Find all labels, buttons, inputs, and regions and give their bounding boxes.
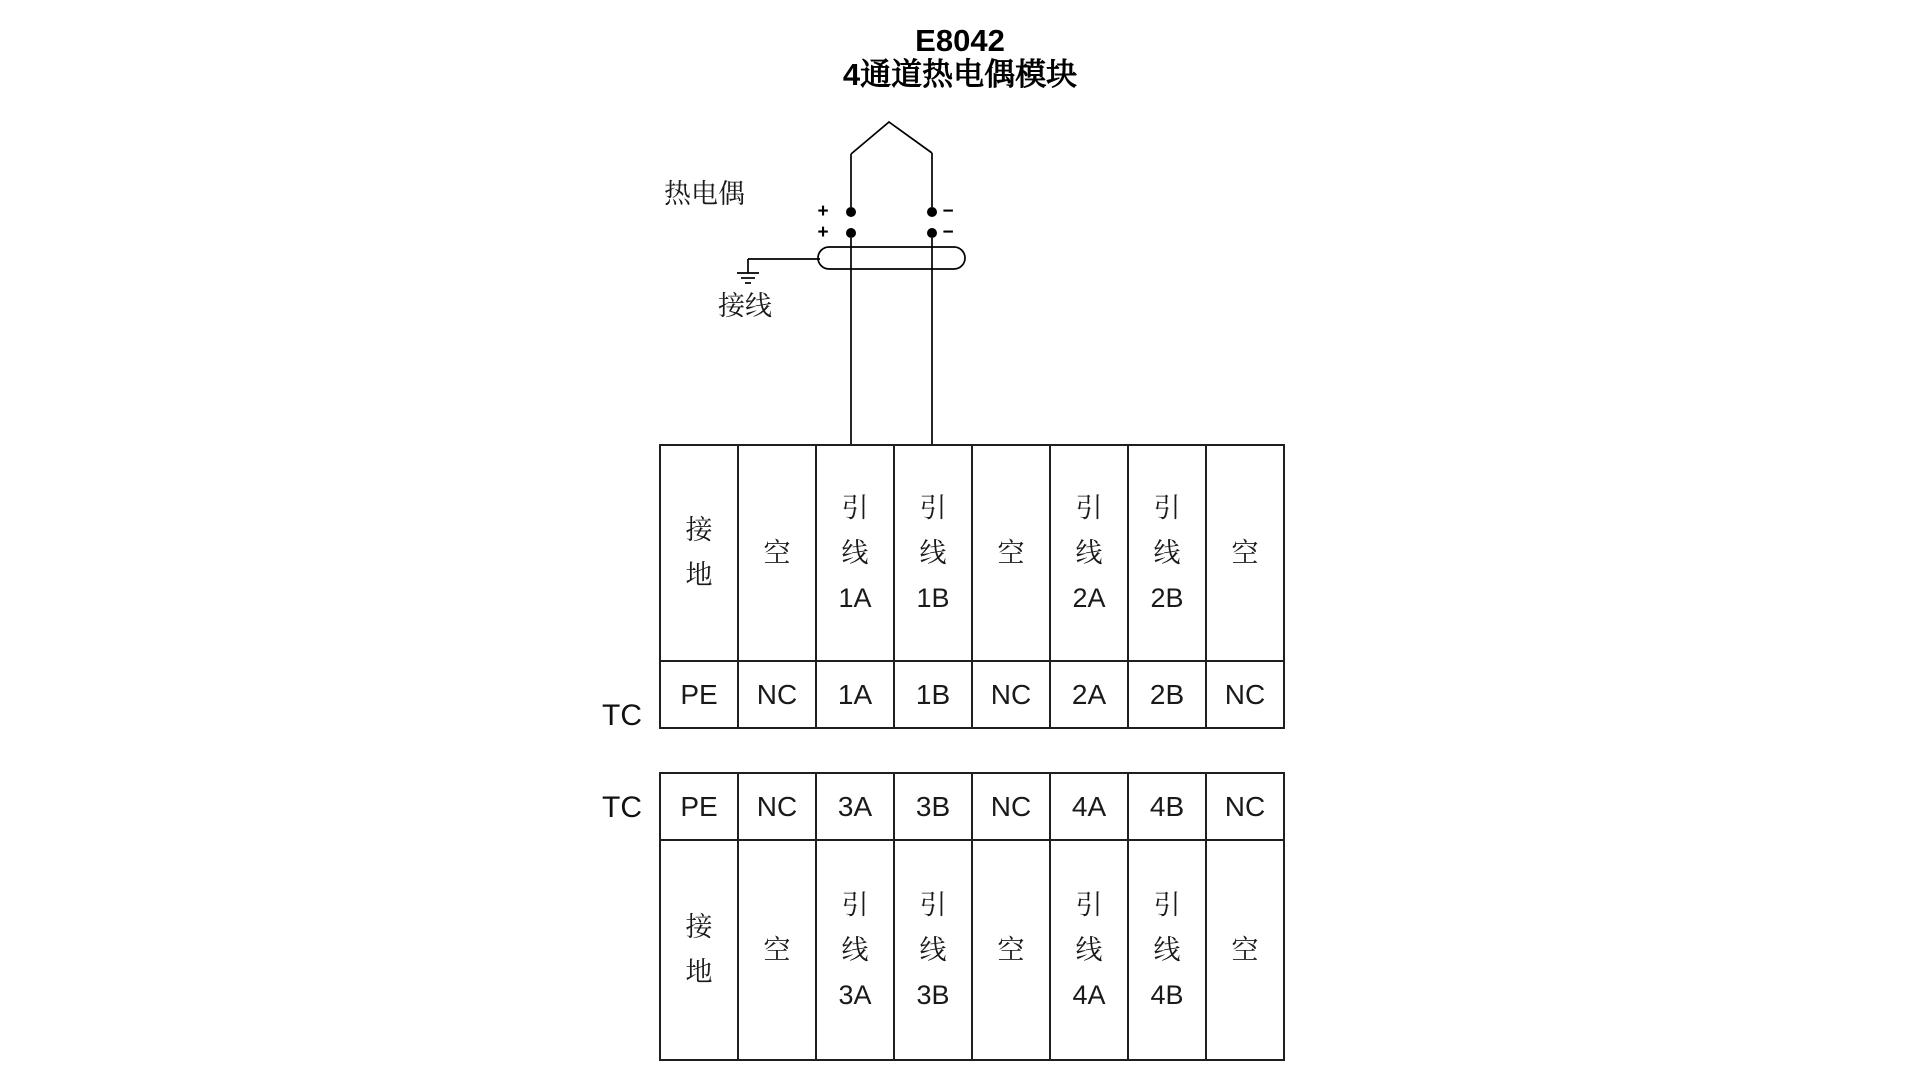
terminal-pin-cell: NC bbox=[972, 773, 1050, 840]
polarity-minus-top: − bbox=[942, 201, 954, 222]
tc-label-top: TC bbox=[602, 699, 642, 732]
module-code: E8042 bbox=[915, 23, 1005, 58]
terminal-desc-cell: 引 线 3B bbox=[894, 840, 972, 1060]
terminal-pin-cell: NC bbox=[738, 773, 816, 840]
terminal-table-bottom bbox=[659, 772, 1285, 1061]
terminal-desc-row bbox=[660, 445, 1284, 661]
terminal-desc-cell: 引 线 4A bbox=[1050, 840, 1128, 1060]
terminal-pin-cell: 3B bbox=[894, 773, 972, 840]
polarity-plus-top: + bbox=[817, 201, 829, 222]
terminal-desc-cell: 引 线 3A bbox=[816, 840, 894, 1060]
thermocouple-label: 热电偶 bbox=[664, 179, 745, 209]
terminal-pin-row bbox=[660, 773, 1284, 840]
polarity-minus-bottom: − bbox=[942, 222, 954, 243]
terminal-desc-cell: 接 地 bbox=[660, 840, 738, 1060]
terminal-pin-cell: NC bbox=[738, 661, 816, 728]
terminal-desc-cell: 引 线 2B bbox=[1128, 445, 1206, 661]
terminal-desc-cell: 空 bbox=[1206, 840, 1284, 1060]
polarity-plus-bottom: + bbox=[817, 222, 829, 243]
terminal-table-top bbox=[659, 444, 1285, 729]
cable-shield-capsule bbox=[818, 247, 965, 269]
terminal-pin-cell: 4A bbox=[1050, 773, 1128, 840]
connector-dot-left-top bbox=[846, 207, 856, 217]
terminal-desc-cell: 空 bbox=[738, 445, 816, 661]
terminal-desc-cell: 引 线 1B bbox=[894, 445, 972, 661]
thermocouple-symbol bbox=[640, 100, 1000, 448]
terminal-pin-cell: PE bbox=[660, 661, 738, 728]
thermocouple-junction bbox=[851, 122, 932, 154]
terminal-pin-cell: NC bbox=[1206, 661, 1284, 728]
terminal-desc-cell: 空 bbox=[1206, 445, 1284, 661]
terminal-pin-cell: 3A bbox=[816, 773, 894, 840]
terminal-pin-cell: PE bbox=[660, 773, 738, 840]
terminal-desc-cell: 空 bbox=[972, 445, 1050, 661]
terminal-pin-cell: NC bbox=[1206, 773, 1284, 840]
connector-dots bbox=[846, 207, 937, 238]
terminal-desc-cell: 引 线 4B bbox=[1128, 840, 1206, 1060]
ground-wire-label: 接线 bbox=[718, 291, 772, 321]
tc-label-bottom: TC bbox=[602, 791, 642, 824]
terminal-pin-cell: 1A bbox=[816, 661, 894, 728]
connector-dot-left-bottom bbox=[846, 228, 856, 238]
terminal-desc-cell: 空 bbox=[738, 840, 816, 1060]
module-name: 4通道热电偶模块 bbox=[842, 57, 1078, 92]
terminal-pin-cell: 2B bbox=[1128, 661, 1206, 728]
terminal-pin-cell: NC bbox=[972, 661, 1050, 728]
terminal-pin-row bbox=[660, 661, 1284, 728]
module-title bbox=[0, 24, 1920, 92]
terminal-desc-cell: 引 线 2A bbox=[1050, 445, 1128, 661]
terminal-pin-cell: 4B bbox=[1128, 773, 1206, 840]
terminal-pin-cell: 1B bbox=[894, 661, 972, 728]
terminal-desc-row bbox=[660, 840, 1284, 1060]
terminal-pin-cell: 2A bbox=[1050, 661, 1128, 728]
terminal-desc-cell: 引 线 1A bbox=[816, 445, 894, 661]
terminal-desc-cell: 空 bbox=[972, 840, 1050, 1060]
terminal-desc-cell: 接 地 bbox=[660, 445, 738, 661]
